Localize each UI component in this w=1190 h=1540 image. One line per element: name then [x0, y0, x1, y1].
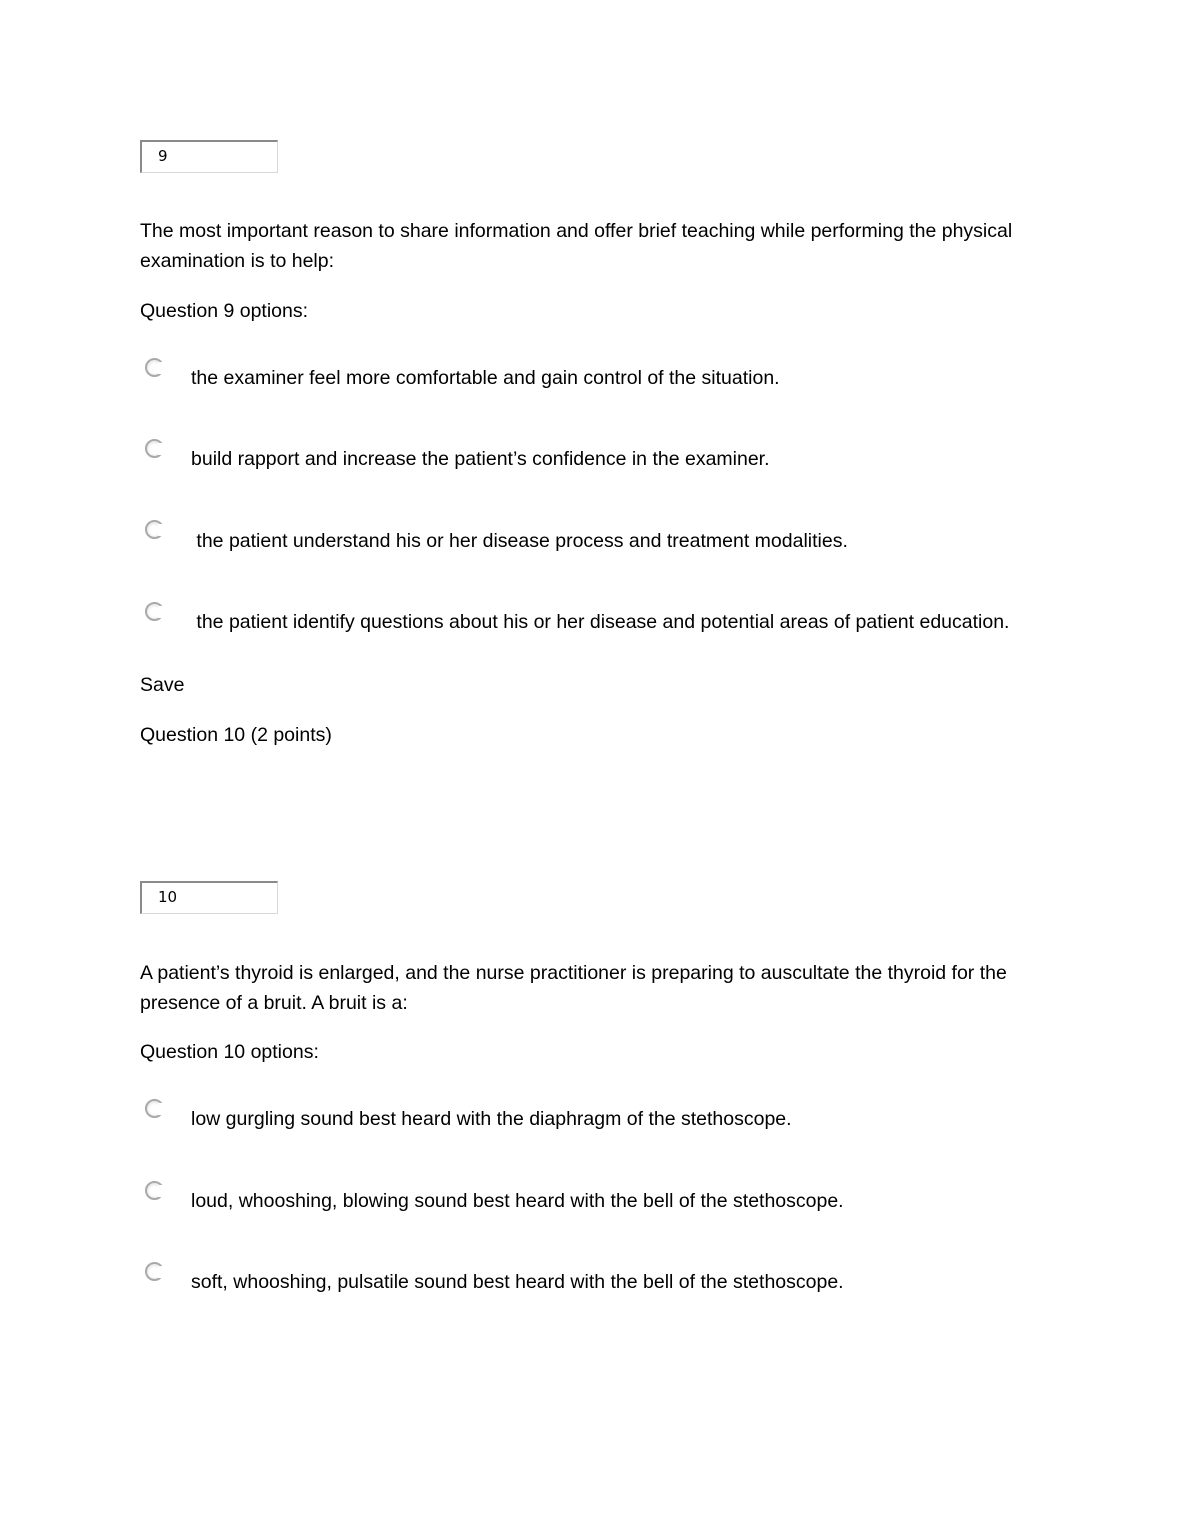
question-9-option-1-label[interactable]: the examiner feel more comfortable and gain control of the situation.	[191, 367, 780, 389]
question-10-number-box: 10	[140, 881, 278, 914]
question-9-option-2-radio[interactable]	[145, 439, 164, 458]
question-9-options-heading: Question 9 options:	[140, 300, 309, 322]
question-10-heading: Question 10 (2 points)	[140, 724, 332, 746]
question-9-option-3-radio[interactable]	[145, 520, 164, 539]
question-10-option-2-radio[interactable]	[145, 1181, 164, 1200]
question-9-option-4-radio[interactable]	[145, 602, 164, 621]
question-9-option-3-label[interactable]: the patient understand his or her disease process and treatment modalities.	[191, 530, 848, 552]
question-9-option-4-label[interactable]: the patient identify questions about his or her disease and potential areas of patient education.	[191, 611, 1010, 633]
question-10-option-1-label[interactable]: low gurgling sound best heard with the diaphragm of the stethoscope.	[191, 1108, 792, 1130]
question-10-option-2-label[interactable]: loud, whooshing, blowing sound best heard with the bell of the stethoscope.	[191, 1190, 844, 1212]
question-9-option-2-label[interactable]: build rapport and increase the patient’s confidence in the examiner.	[191, 448, 770, 470]
question-9-option-1-radio[interactable]	[145, 358, 164, 377]
save-button[interactable]: Save	[140, 674, 185, 696]
question-10-option-1-radio[interactable]	[145, 1099, 164, 1118]
question-9-number-box: 9	[140, 140, 278, 173]
question-10-option-3-radio[interactable]	[145, 1262, 164, 1281]
question-10-prompt: A patient’s thyroid is enlarged, and the nurse practitioner is preparing to auscultate the thyroid for the presence of a bruit. A bruit is a:	[140, 962, 1007, 1014]
question-10-options-heading: Question 10 options:	[140, 1041, 319, 1063]
question-9-prompt: The most important reason to share information and offer brief teaching while performing the physical examination is to help:	[140, 220, 1013, 272]
question-10-option-3-label[interactable]: soft, whooshing, pulsatile sound best heard with the bell of the stethoscope.	[191, 1271, 844, 1293]
